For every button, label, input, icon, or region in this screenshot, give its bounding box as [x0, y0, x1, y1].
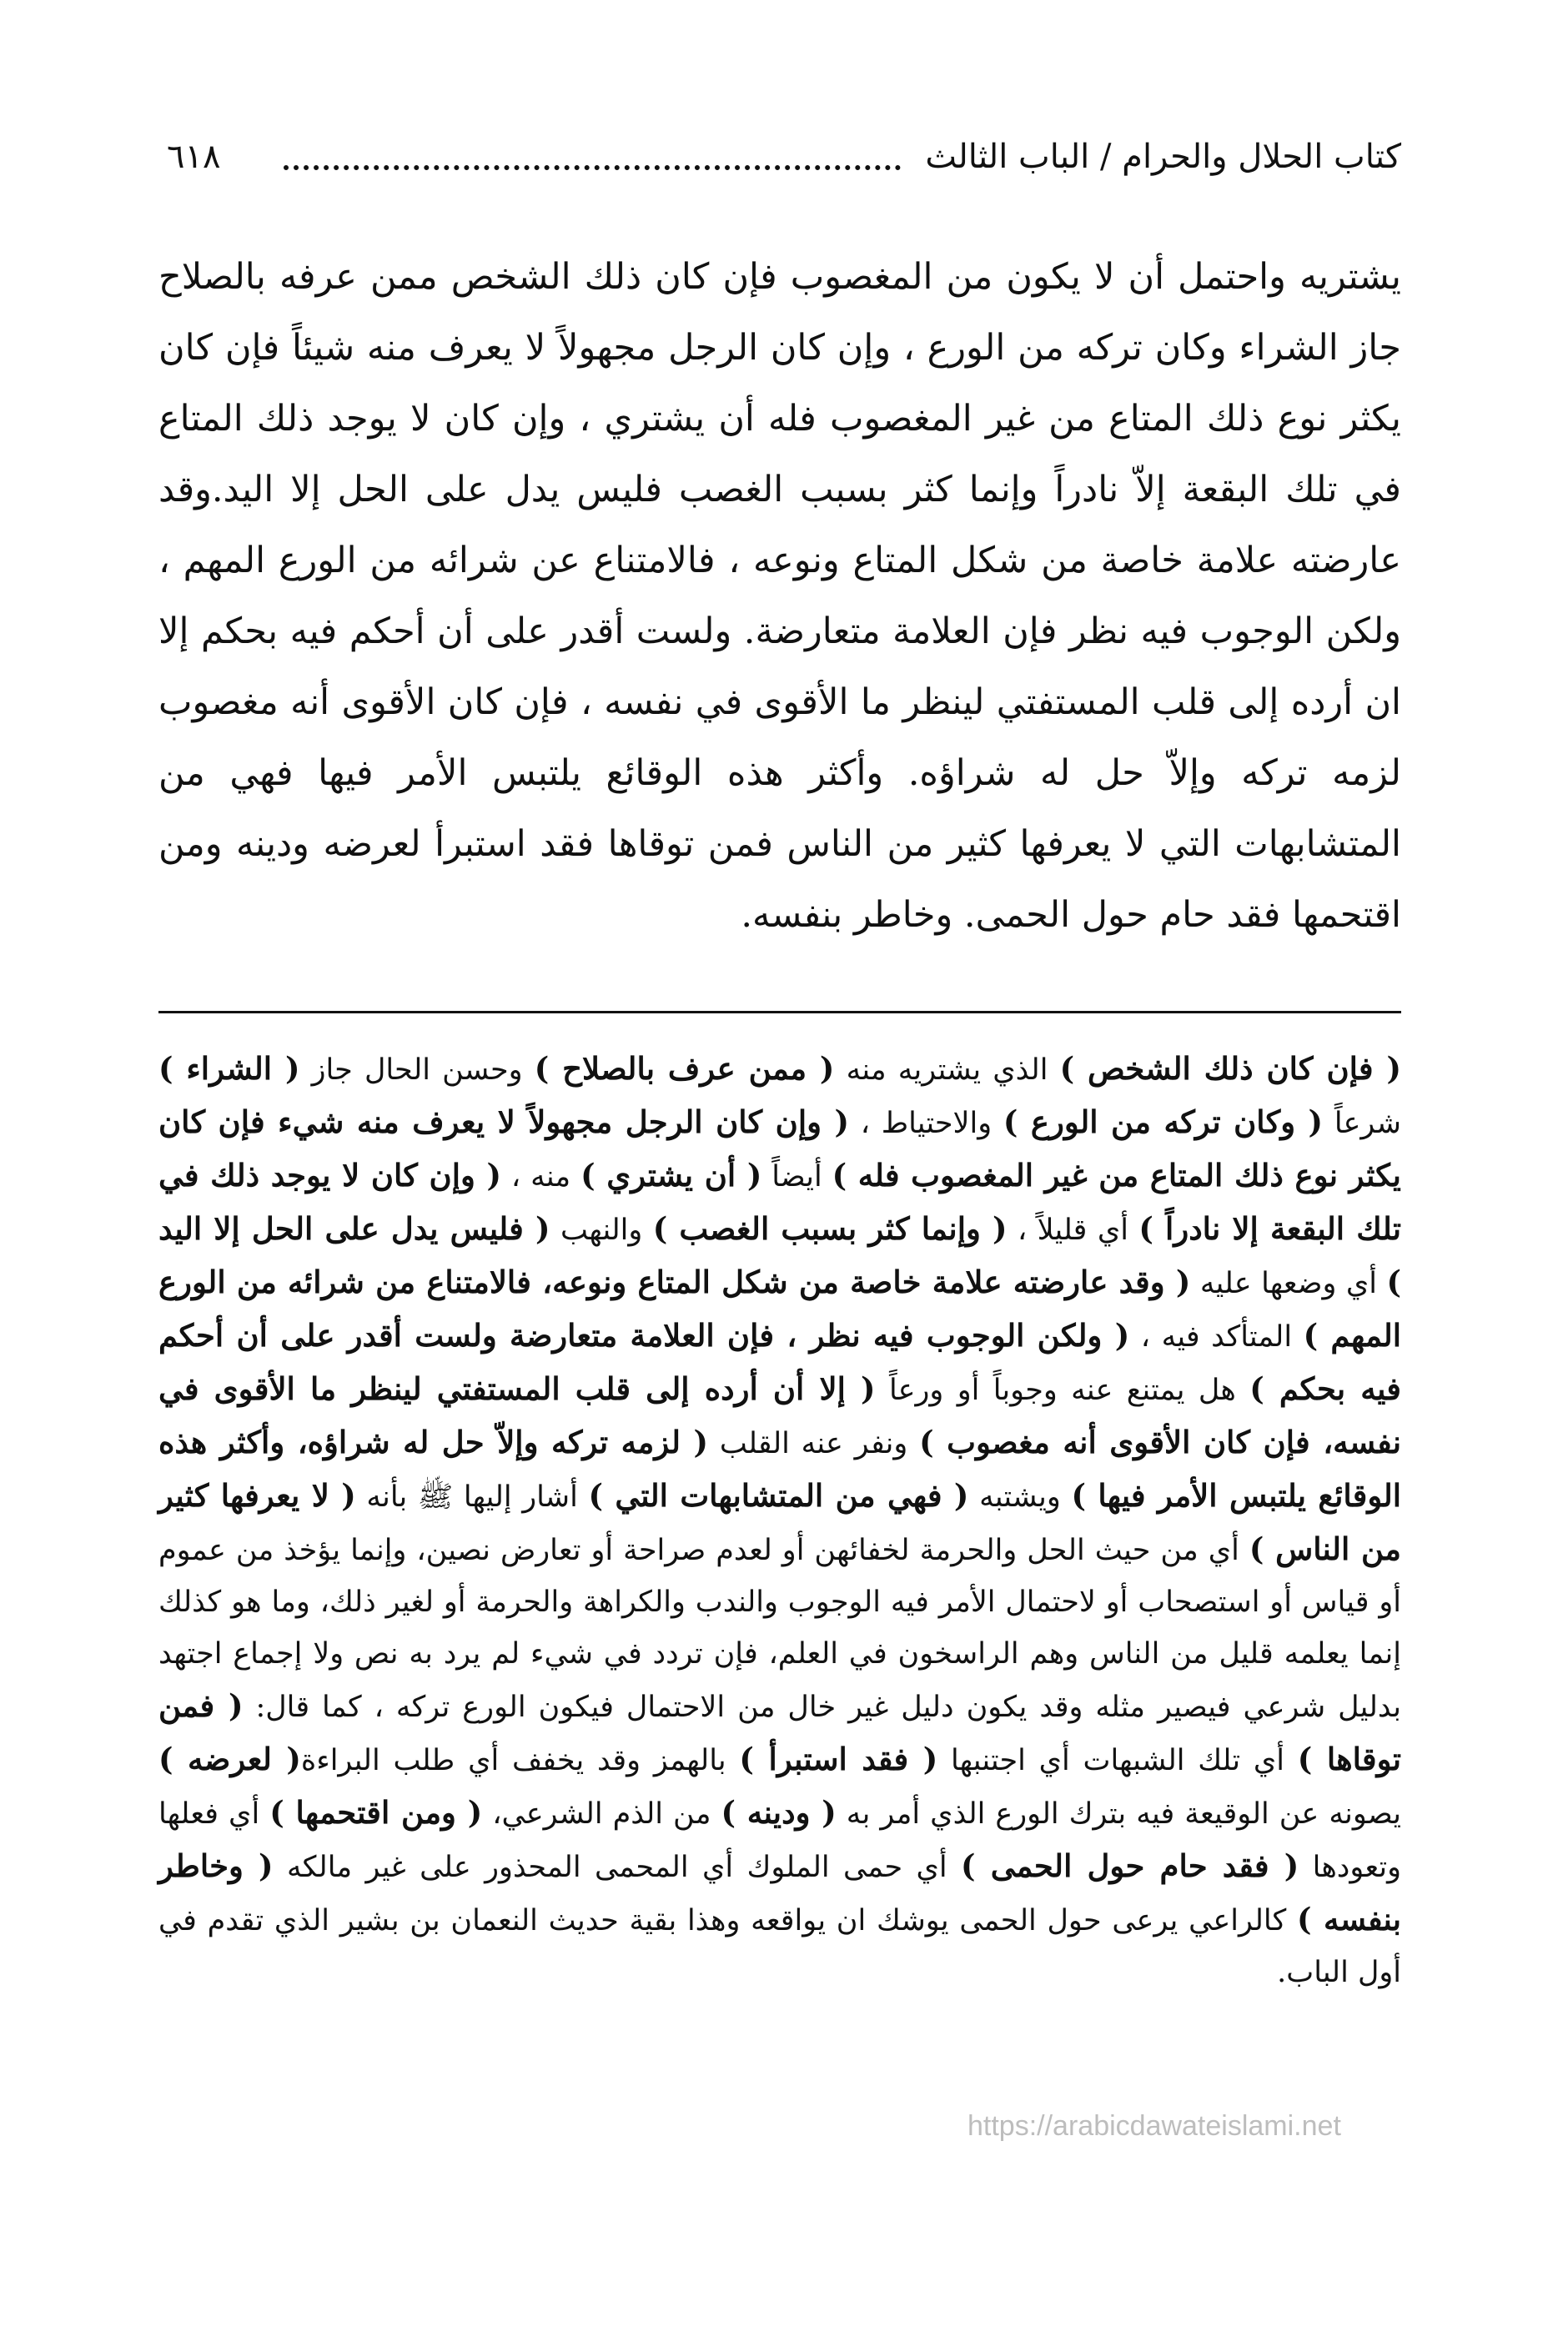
commentary-segment: من الذم الشرعي،	[482, 1797, 721, 1831]
footnote-divider	[158, 1011, 1401, 1013]
commentary-segment: ونفر عنه القلب	[708, 1427, 920, 1460]
header-dotted-leader	[284, 165, 901, 170]
commentary-segment: يصونه عن الوقيعة فيه بترك الورع الذي أمر به	[836, 1797, 1401, 1831]
commentary-segment: بالهمز وقد يخفف أي طلب البراءة	[300, 1744, 740, 1777]
watermark-url: https://arabicdawateislami.net	[967, 2110, 1341, 2142]
quoted-matn-segment: ( فمن توقاها )	[158, 1687, 1401, 1777]
commentary-segment: ويشتبه	[968, 1480, 1072, 1514]
commentary-segment: أي وضعها عليه	[1190, 1267, 1387, 1300]
commentary-segment: أي تلك الشبهات أي اجتنبها	[937, 1744, 1298, 1777]
commentary-segment: أي حمى الملوك أي المحمى المحذور على غير مالكه	[273, 1851, 962, 1884]
commentary-segment: أيضاً	[761, 1160, 832, 1194]
quoted-matn-segment: ( ممن عرف بالصلاح )	[534, 1050, 835, 1087]
quoted-matn-segment: ( لعرضه )	[158, 1741, 301, 1777]
quoted-matn-segment: ( وكان تركه من الورع )	[1003, 1103, 1324, 1140]
quoted-matn-segment: ( الشراء )	[158, 1050, 300, 1087]
commentary-segment: المتأكد فيه ،	[1129, 1320, 1304, 1354]
commentary-segment: أي قليلاً ،	[1007, 1214, 1139, 1247]
quoted-matn-segment: ( إلا أن أرده إلى قلب المستفتي لينظر ما الأقوى في نفسه، فإن كان الأقوى أنه مغصوب )	[158, 1370, 1402, 1460]
quoted-matn-segment: ( فهي من المتشابهات التي )	[588, 1477, 969, 1514]
quoted-matn-segment: ( فقد استبرأ )	[739, 1741, 938, 1777]
quoted-matn-segment: ( أن يشتري )	[580, 1157, 762, 1194]
quoted-matn-segment: ( لزمه تركه وإلاّ حل له شراؤه، وأكثر هذه الوقائع يلتبس الأمر فيها )	[158, 1424, 1402, 1514]
main-text: يشتريه واحتمل أن لا يكون من المغصوب فإن كان ذلك الشخص ممن عرفه بالصلاح جاز الشراء وكان تركه من الورع ، وإن كان الرجل مجهولاً لا يعرف منه شيئاً فإن كان يكثر نوع ذلك المتاع من غير المغصوب فله أن يشتري ، وإن كان لا يوجد ذلك المتاع في تلك البقعة إلاّ نادراً وإنما كثر بسبب الغصب فليس يدل على الحل إلا اليد.وقد عارضته علامة خاصة من شكل المتاع ونوعه ، فالامتناع عن شرائه من الورع المهم ، ولكن الوجوب فيه نظر فإن العلامة متعارضة. ولست أقدر على أن أحكم فيه بحكم إلا ان أرده إلى قلب المستفتي لينظر ما الأقوى في نفسه ، فإن كان الأقوى أنه مغصوب لزمه تركه وإلاّ حل له شراؤه. وأكثر هذه الوقائع يلتبس الأمر فيها فهي من المتشابهات التي لا يعرفها كثير من الناس فمن توقاها فقد استبرأ لعرضه ودينه ومن اقتحمها فقد حام حول الحمى. وخاطر بنفسه.	[158, 256, 1401, 936]
running-title: كتاب الحلال والحرام / الباب الثالث	[925, 138, 1401, 176]
quoted-matn-segment: ( وخاطر بنفسه )	[158, 1847, 1402, 1937]
quoted-matn-segment: ( وقد عارضته علامة خاصة من شكل المتاع ونوعه، فالامتناع من شرائه من الورع المهم )	[158, 1264, 1401, 1354]
commentary-segment: منه ،	[501, 1160, 581, 1194]
quoted-matn-segment: ( فإن كان ذلك الشخص )	[1059, 1050, 1401, 1087]
quoted-matn-segment: ( فقد حام حول الحمى )	[961, 1847, 1299, 1884]
commentary-segment: هل يمتنع عنه وجوباً أو ورعاً	[875, 1374, 1250, 1407]
quoted-matn-segment: ( وإن كان الرجل مجهولاً لا يعرف منه شيء فإن كان يكثر نوع ذلك المتاع من غير المغصوب فله )	[158, 1103, 1401, 1194]
commentary-segment: أي فعلها وتعودها	[158, 1797, 1401, 1884]
commentary-segment: أي من حيث الحل والحرمة لخفائهن أو لعدم صراحة أو تعارض نصين، وإنما يؤخذ من عموم أو قياس أو استصحاب أو لاحتمال الأمر فيه الوجوب والندب والكراهة والحرمة أو لغير ذلك، وما هو كذلك إنما يعلمه قليل من الناس وهم الراسخون في العلم، فإن تردد في شيء لم يرد به نص ولا إجماع اجتهد بدليل شرعي فيصير مثله وقد يكون دليل غير خال من الاحتمال فيكون الورع تركه ، كما قال:	[158, 1534, 1401, 1724]
quoted-matn-segment: ( ومن اقتحمها )	[269, 1794, 483, 1831]
page-header	[167, 132, 1401, 190]
commentary-text	[158, 1043, 1401, 1998]
quoted-matn-segment: ( لا يعرفها كثير من الناس )	[158, 1477, 1401, 1567]
commentary-segment: شرعاً	[1323, 1107, 1402, 1140]
commentary-segment: أشار إليها ﷺ بأنه	[355, 1480, 589, 1514]
quoted-matn-segment: ( ودينه )	[721, 1794, 837, 1831]
quoted-matn-segment: ( وإن كان لا يوجد ذلك في تلك البقعة إلا نادراً )	[158, 1157, 1401, 1247]
commentary-segment: الذي يشتريه منه	[834, 1053, 1060, 1087]
commentary-segment: والنهب	[550, 1214, 653, 1247]
commentary-segment: والاحتياط ،	[848, 1107, 1003, 1140]
quoted-matn-segment: ( فليس يدل على الحل إلا اليد )	[158, 1210, 1401, 1300]
commentary-segment: وحسن الحال جاز	[299, 1053, 535, 1087]
commentary-segment: كالراعي يرعى حول الحمى يوشك ان يواقعه وهذا بقية حديث النعمان بن بشير الذي تقدم في أول الباب.	[158, 1904, 1401, 1989]
quoted-matn-segment: ( وإنما كثر بسبب الغصب )	[652, 1210, 1008, 1247]
quoted-matn-segment: ( ولكن الوجوب فيه نظر ، فإن العلامة متعارضة ولست أقدر على أن أحكم فيه بحكم )	[158, 1317, 1401, 1407]
page-number: ٦١٨	[167, 138, 221, 176]
